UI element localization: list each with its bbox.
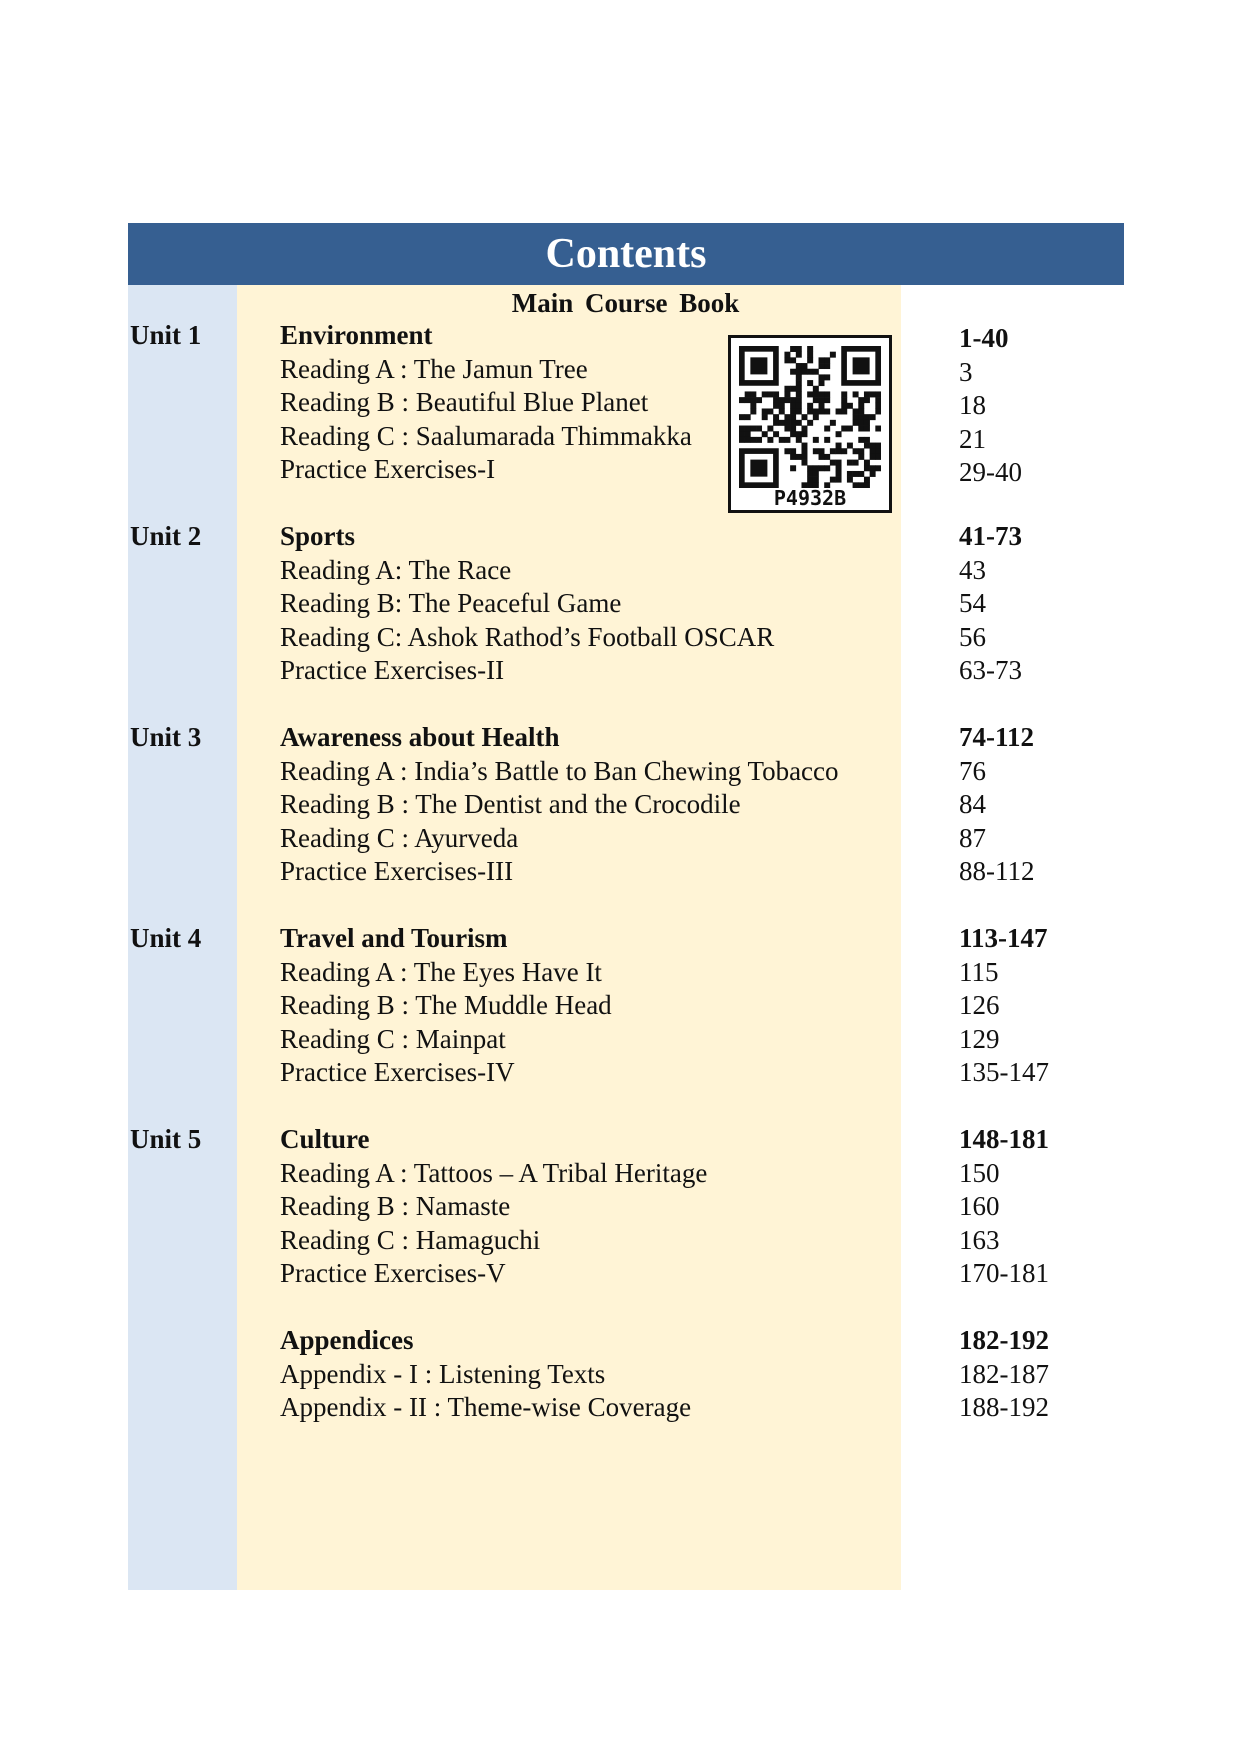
unit-page-range: 148-181 [959,1124,1049,1154]
toc-entry[interactable]: Practice Exercises-II [280,655,505,685]
toc-page: 63-73 [959,655,1022,685]
toc-page: 160 [959,1191,1000,1221]
toc-entry[interactable]: Appendix - I : Listening Texts [280,1359,606,1389]
toc-page: 76 [959,756,986,786]
toc-entry[interactable]: Practice Exercises-I [280,454,496,484]
contents-header [128,223,1124,285]
toc-page: 56 [959,622,986,652]
toc-page: 126 [959,990,1000,1020]
unit-title[interactable]: Culture [280,1124,370,1154]
unit-title[interactable]: Travel and Tourism [280,923,508,953]
toc-entry[interactable]: Practice Exercises-V [280,1258,506,1288]
unit-title[interactable]: Awareness about Health [280,722,560,752]
toc-page: 150 [959,1158,1000,1188]
toc-page: 115 [959,957,999,987]
unit-label: Unit 1 [130,320,202,350]
unit-label: Unit 5 [130,1124,202,1154]
toc-entry[interactable]: Reading B : Namaste [280,1191,511,1221]
qr-code-label: P4932B [773,486,847,510]
unit-page-range: 41-73 [959,521,1022,551]
unit-title[interactable]: Environment [280,320,433,350]
toc-page: 84 [959,789,986,819]
toc-page: 43 [959,555,986,585]
toc-entry[interactable]: Appendix - II : Theme-wise Coverage [280,1392,692,1422]
qr-code-icon [739,346,881,488]
toc-page: 135-147 [959,1057,1049,1087]
toc-page: 21 [959,424,986,454]
unit-page-range: 113-147 [959,923,1048,953]
qr-code[interactable] [728,335,892,513]
toc-entry[interactable]: Reading A : India’s Battle to Ban Chewing Tobacco [280,756,839,786]
toc-entry[interactable]: Practice Exercises-IV [280,1057,515,1087]
toc-page: 29-40 [959,457,1022,487]
unit-page-range: 182-192 [959,1325,1049,1355]
toc-page: 18 [959,390,986,420]
unit-page-range: 1-40 [959,323,1009,353]
toc-entry[interactable]: Reading A : The Eyes Have It [280,957,602,987]
page-title: Contents [545,231,707,277]
toc-page: 87 [959,823,986,853]
book-subheading: Main Course Book [511,288,740,318]
unit-title[interactable]: Sports [280,521,356,551]
toc-entry[interactable]: Reading C : Ayurveda [280,823,519,853]
toc-entry[interactable]: Reading B: The Peaceful Game [280,588,622,618]
toc-page: 88-112 [959,856,1035,886]
toc-page: 170-181 [959,1258,1049,1288]
unit-label: Unit 2 [130,521,202,551]
toc-page: 54 [959,588,986,618]
toc-entry[interactable]: Reading B : Beautiful Blue Planet [280,387,649,417]
toc-entry[interactable]: Reading A : Tattoos – A Tribal Heritage [280,1158,708,1188]
toc-page: 129 [959,1024,1000,1054]
toc-entry[interactable]: Reading C : Mainpat [280,1024,506,1054]
toc-entry[interactable]: Reading C : Hamaguchi [280,1225,541,1255]
toc-entry[interactable]: Reading B : The Dentist and the Crocodile [280,789,741,819]
toc-page: 182-187 [959,1359,1049,1389]
toc-page: 188-192 [959,1392,1049,1422]
toc-entry[interactable]: Reading B : The Muddle Head [280,990,612,1020]
unit-page-range: 74-112 [959,722,1035,752]
toc-page: 3 [959,357,973,387]
unit-label: Unit 4 [130,923,202,953]
unit-label: Unit 3 [130,722,202,752]
toc-entry[interactable]: Reading A: The Race [280,555,512,585]
toc-entry[interactable]: Reading C : Saalumarada Thimmakka [280,421,692,451]
appendices-title[interactable]: Appendices [280,1325,414,1355]
toc-entry[interactable]: Reading C: Ashok Rathod’s Football OSCAR [280,622,775,652]
toc-entry[interactable]: Reading A : The Jamun Tree [280,354,588,384]
toc-page: 163 [959,1225,1000,1255]
toc-entry[interactable]: Practice Exercises-III [280,856,514,886]
